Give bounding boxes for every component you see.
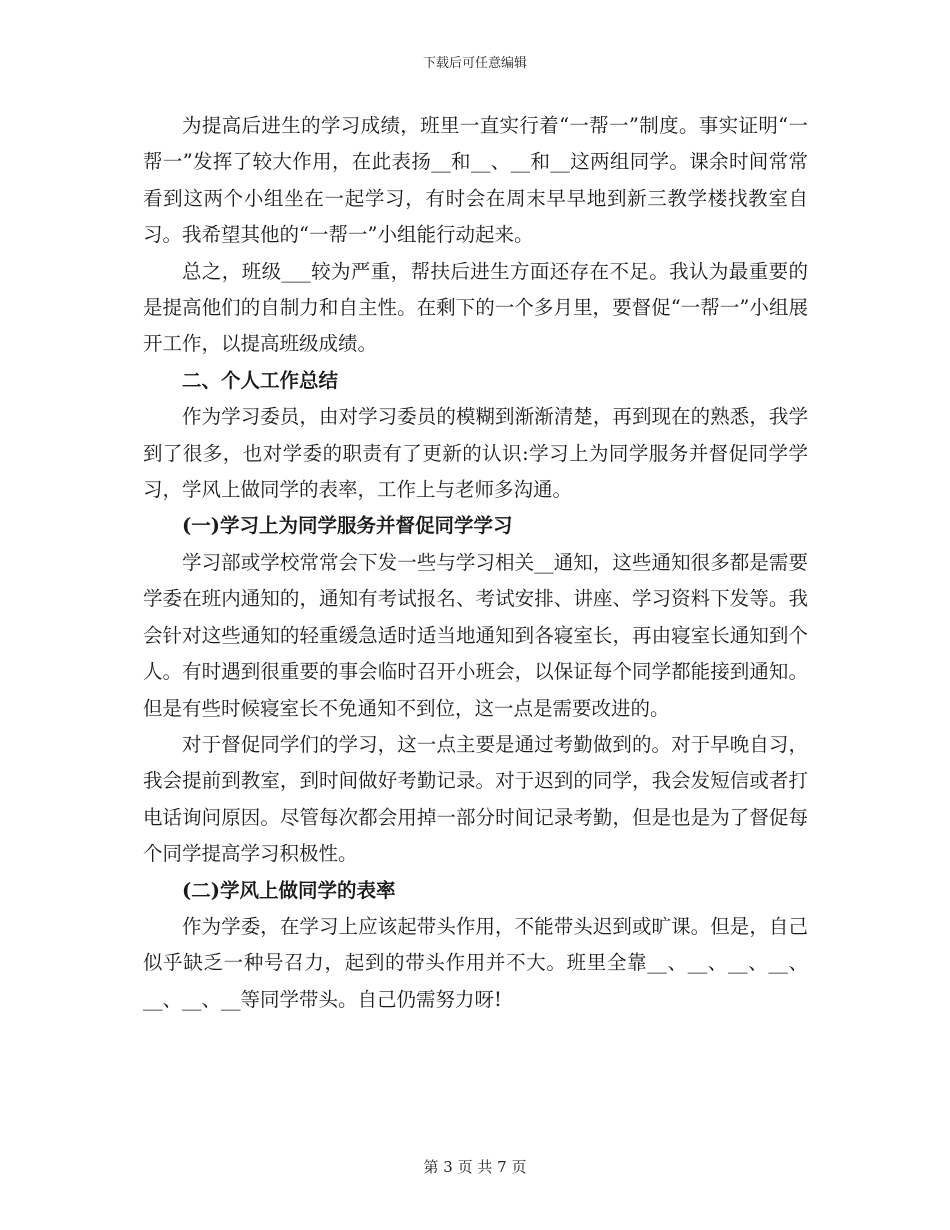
page-footer: 第 3 页 共 7 页 — [423, 1158, 527, 1176]
page-header: 下载后可任意编辑 — [422, 56, 527, 71]
section-heading: 二、个人工作总结 — [182, 368, 339, 392]
paragraph: 总之，班级___较为严重，帮扶后进生方面还存在不足。我认为最重要的是提高他们的自制力和自主性。在剩下的一个多月里，要督促“一帮一”小组展开工作，以提高班级成绩。 — [143, 259, 808, 356]
paragraph: 为提高后进生的学习成绩，班里一直实行着“一帮一”制度。事实证明“一帮一”发挥了较大作用，在此表扬__和__、__和__这两组同学。课余时间常常看到这两个小组坐在一起学习，有时会在周末早早地到新三教学楼找教室自习。我希望其他的“一帮一”小组能行动起来。 — [143, 114, 808, 247]
subsection-heading: (二)学风上做同学的表率 — [182, 878, 396, 902]
document-body — [143, 108, 808, 1018]
subsection-heading: (一)学习上为同学服务并督促同学学习 — [182, 514, 513, 538]
paragraph: 学习部或学校常常会下发一些与学习相关__通知，这些通知很多都是需要学委在班内通知的，通知有考试报名、考试安排、讲座、学习资料下发等。我会针对这些通知的轻重缓急适时适当地通知到各寝室长，再由寝室长通知到个人。有时遇到很重要的事会临时召开小班会，以保证每个同学都能接到通知。但是有些时候寝室长不免通知不到位，这一点是需要改进的。 — [143, 550, 808, 720]
paragraph: 对于督促同学们的学习，这一点主要是通过考勤做到的。对于早晚自习，我会提前到教室，到时间做好考勤记录。对于迟到的同学，我会发短信或者打电话询问原因。尽管每次都会用掉一部分时间记录考勤，但是也是为了督促每个同学提高学习积极性。 — [143, 732, 808, 866]
paragraph: 作为学习委员，由对学习委员的模糊到渐渐清楚，再到现在的熟悉，我学到了很多，也对学委的职责有了更新的认识:学习上为同学服务并督促同学学习，学风上做同学的表率，工作上与老师多沟通。 — [143, 405, 808, 502]
paragraph: 作为学委，在学习上应该起带头作用，不能带头迟到或旷课。但是，自己似乎缺乏一种号召力，起到的带头作用并不大。班里全靠__、__、__、__、__、__、__等同学带头。自己仍需努力呀! — [143, 914, 808, 1011]
